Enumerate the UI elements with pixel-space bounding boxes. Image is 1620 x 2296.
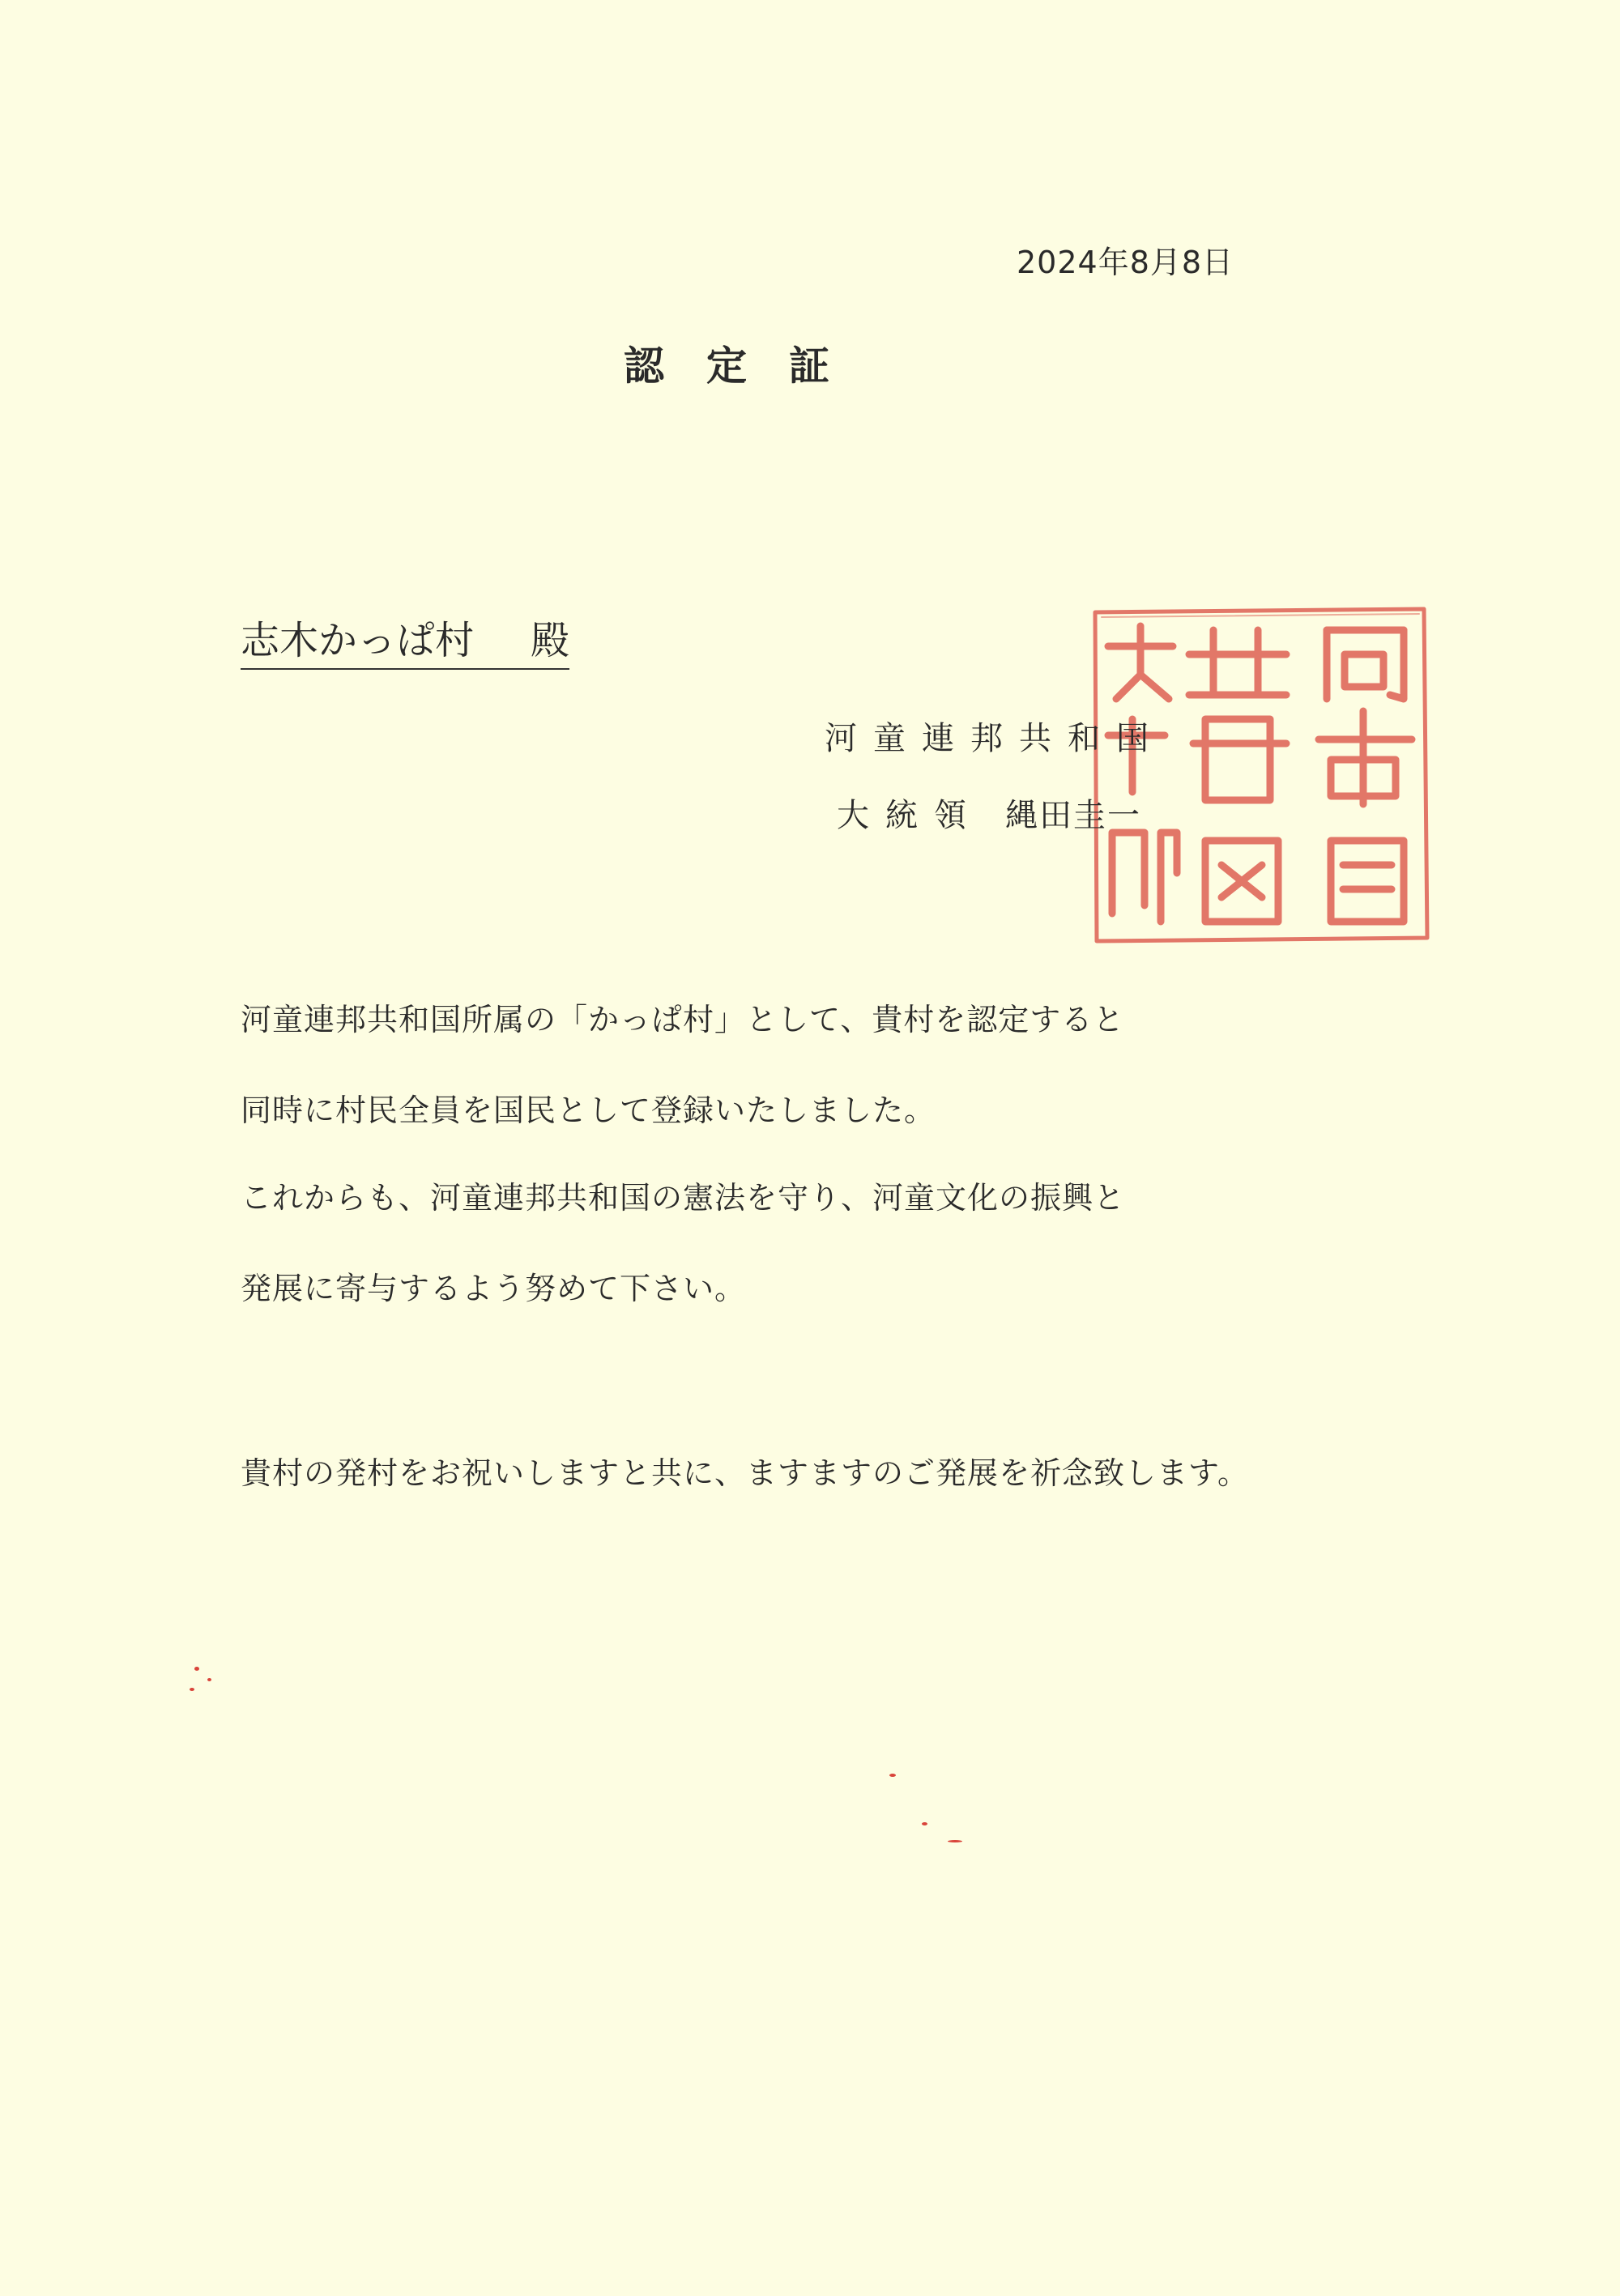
closing-line: 貴村の発村をお祝いしますと共に、ますますのご発展を祈念致します。	[241, 1455, 1249, 1491]
body-line-4: 発展に寄与するよう努めて下さい。	[241, 1271, 747, 1306]
ink-speck	[207, 1678, 211, 1681]
issuer-signature-line	[837, 790, 1141, 836]
recipient-name: 志木かっぱ村	[241, 618, 475, 663]
ink-speck	[922, 1822, 927, 1825]
body-line-3: これからも、河童連邦共和国の憲法を守り、河童文化の振興と	[241, 1180, 1126, 1216]
ink-speck	[948, 1840, 962, 1842]
recipient-honorific: 殿	[531, 618, 570, 663]
official-seal-stamp	[1084, 598, 1434, 948]
body-line-1: 河童連邦共和国所属の「かっぱ村」として、貴村を認定すると	[241, 1002, 1125, 1037]
issue-date: 2024年8月8日	[1017, 245, 1234, 280]
recipient-line	[241, 618, 569, 670]
ink-speck	[889, 1774, 896, 1777]
ink-speck	[194, 1667, 199, 1671]
issuer-person: 縄田圭一	[1005, 797, 1141, 834]
ink-speck	[190, 1688, 194, 1691]
issuer-role: 大統領	[837, 797, 983, 834]
body-line-2: 同時に村民全員を国民として登録いたしました。	[241, 1093, 936, 1128]
certificate-title: 認定証	[624, 343, 872, 390]
issuer-organization: 河童連邦共和国	[825, 720, 1165, 757]
